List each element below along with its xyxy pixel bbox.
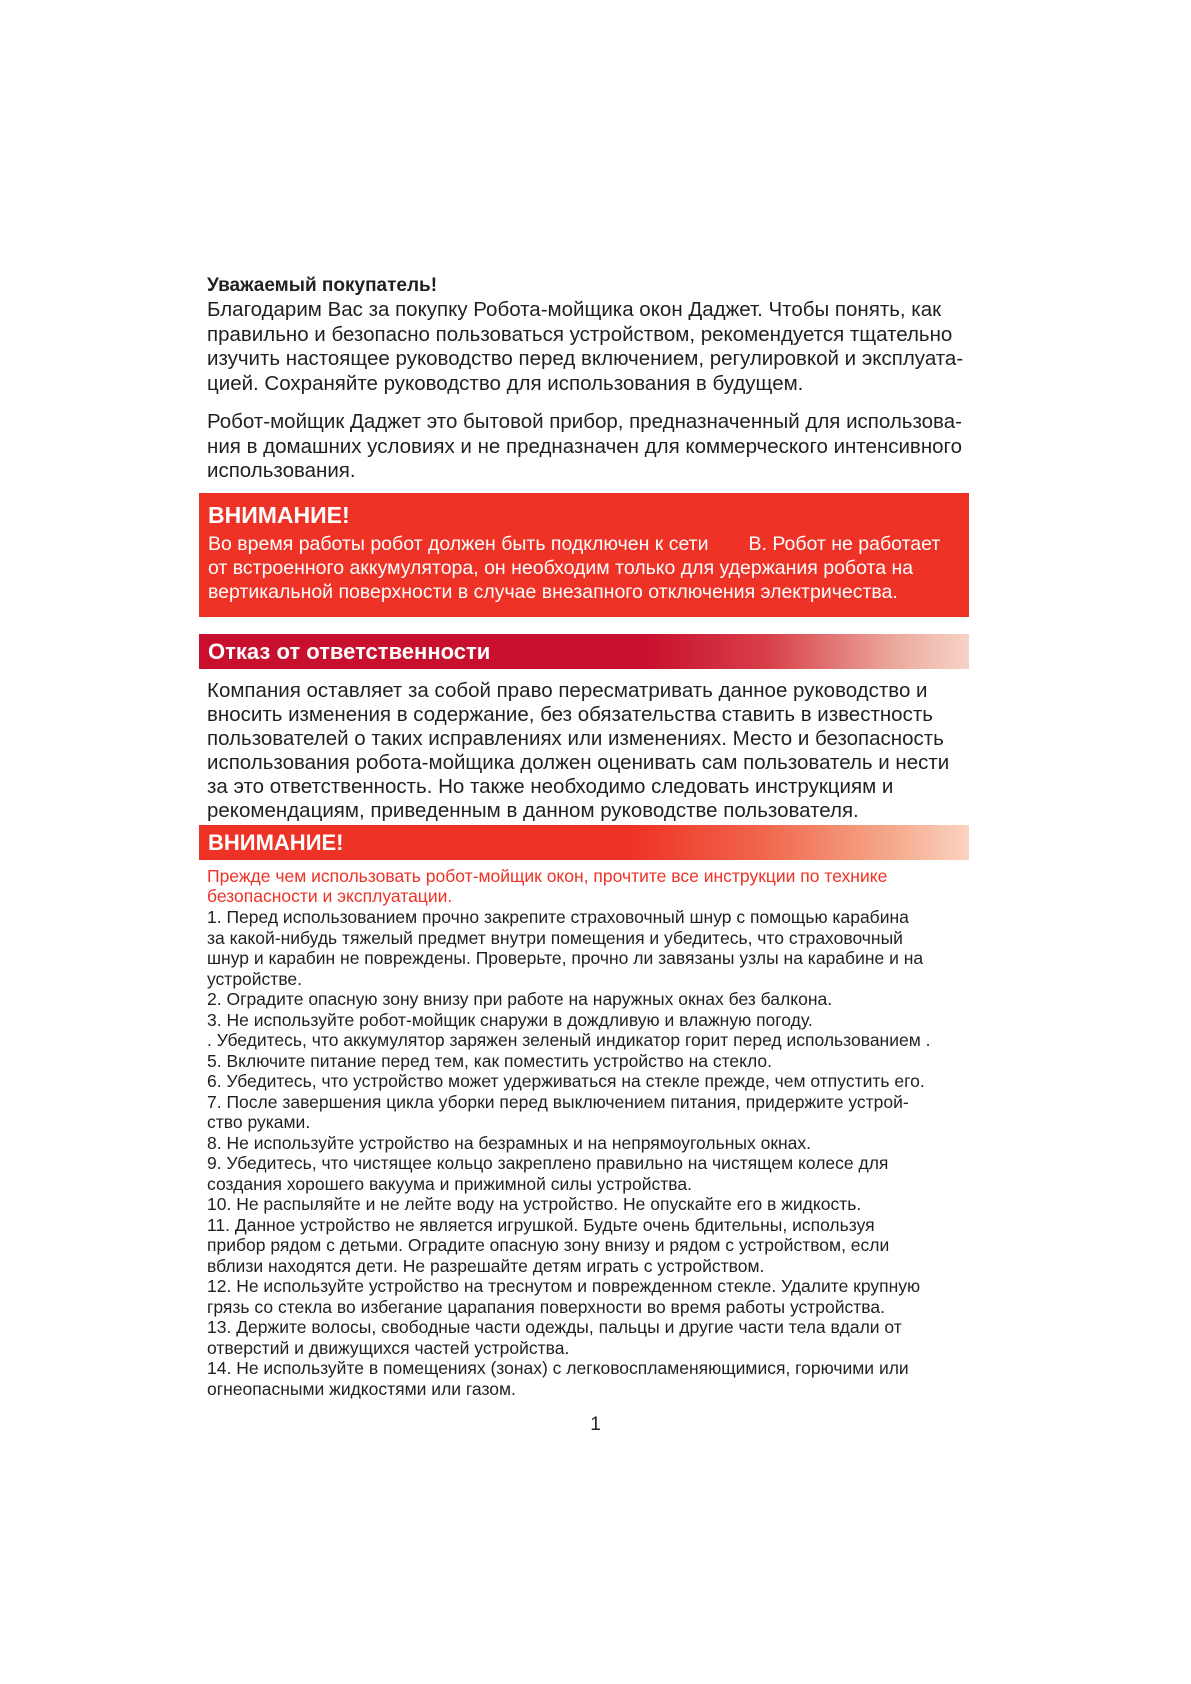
attention-box-text <box>208 532 940 604</box>
rule-line: шнур и карабин не повреждены. Проверьте, прочно ли завязаны узлы на карабине и на <box>207 948 924 968</box>
attention-box-heading: ВНИМАНИЕ! <box>208 502 350 528</box>
disclaimer-heading: Отказ от ответственности <box>208 639 491 664</box>
rule-line: вблизи находятся дети. Не разрешайте детям играть с устройством. <box>207 1255 765 1276</box>
rule-line: 7. После завершения цикла уборки перед выключением питания, придержите устрой- <box>207 1091 909 1112</box>
text-line: пользователей о таких исправлениях или изменениях. Место и безопасность <box>207 727 944 750</box>
rule-line: 11. Данное устройство не является игрушкой. Будьте очень бдительны, используя <box>207 1214 875 1235</box>
rule-line: 3. Не используйте робот-мойщик снаружи в дождливую и влажную погоду. <box>207 1009 813 1030</box>
text-line: Благодарим Вас за покупку Робота-мойщика окон Даджет. Чтобы понять, как <box>207 298 942 321</box>
warnings-header-bar <box>199 825 969 860</box>
text-line: правильно и безопасно пользоваться устройством, рекомендуется тщательно <box>207 322 953 346</box>
rule-line: 5. Включите питание перед тем, как поместить устройство на стекло. <box>207 1050 772 1071</box>
rule-line: грязь со стекла во избегание царапания поверхности во время работы устройства. <box>207 1296 885 1317</box>
attention-box <box>199 493 969 617</box>
rule-line: 13. Держите волосы, свободные части одежды, пальцы и другие части тела вдали от <box>207 1317 902 1337</box>
rule-line: 14. Не используйте в помещениях (зонах) с легковоспламеняющимися, горючими или <box>207 1358 909 1378</box>
warnings-heading: ВНИМАНИЕ! <box>208 830 344 855</box>
safety-rules-list <box>207 907 977 1399</box>
disclaimer-paragraph <box>207 679 977 823</box>
warnings-lead <box>207 866 977 906</box>
attention-line-1b: В. Робот не работает <box>748 533 941 555</box>
rule-line: отверстий и движущихся частей устройства. <box>207 1337 570 1358</box>
text-line: вертикальной поверхности в случае внезапного отключения электричества. <box>208 581 898 603</box>
rule-line: 1. Перед использованием прочно закрепите страховочный шнур с помощью карабина <box>207 907 909 927</box>
disclaimer-header-bar <box>199 634 969 669</box>
text-line: использования робота-мойщика должен оценивать сам пользователь и нести <box>207 751 950 774</box>
rule-line: 6. Убедитесь, что устройство может удерживаться на стекле прежде, чем отпустить его. <box>207 1071 925 1091</box>
text-line <box>208 532 940 556</box>
text-line: от встроенного аккумулятора, он необходим только для удержания робота на <box>208 557 914 579</box>
rule-line: устройстве. <box>207 968 303 989</box>
rule-line: . Убедитесь, что аккумулятор заряжен зеленый индикатор горит перед использованием . <box>207 1030 931 1050</box>
text-line: Компания оставляет за собой право пересматривать данное руководство и <box>207 679 928 702</box>
attention-line-1a: Во время работы робот должен быть подключен к сети <box>208 533 709 555</box>
rule-line: 8. Не используйте устройство на безрамных и на непрямоугольных окнах. <box>207 1132 811 1153</box>
rule-line: 2. Оградите опасную зону внизу при работе на наружных окнах без балкона. <box>207 989 833 1009</box>
rule-line: за какой-нибудь тяжелый предмет внутри помещения и убедитесь, что страховочный <box>207 927 903 948</box>
text-line: использования. <box>207 459 356 482</box>
text-line: за это ответственность. Но также необходимо следовать инструкциям и <box>207 775 894 798</box>
text-line: изучить настоящее руководство перед включением, регулировкой и эксплуата- <box>207 347 964 370</box>
intro-paragraph-2 <box>207 410 977 484</box>
greeting-title: Уважаемый покупатель! <box>207 275 438 296</box>
text-line: цией. Сохраняйте руководство для использования в будущем. <box>207 371 804 395</box>
text-line: Прежде чем использовать робот-мойщик окон, прочтите все инструкции по технике <box>207 866 888 886</box>
page-number: 1 <box>590 1414 601 1435</box>
rule-line: ство руками. <box>207 1112 311 1132</box>
rule-line: огнеопасными жидкостями или газом. <box>207 1378 516 1399</box>
intro-paragraph-1 <box>207 298 977 396</box>
text-line: вносить изменения в содержание, без обязательства ставить в известность <box>207 703 933 726</box>
rule-line: 12. Не используйте устройство на треснутом и поврежденном стекле. Удалите крупную <box>207 1276 921 1296</box>
rule-line: создания хорошего вакуума и прижимной силы устройства. <box>207 1173 692 1194</box>
rule-line: 10. Не распыляйте и не лейте воду на устройство. Не опускайте его в жидкость. <box>207 1194 862 1214</box>
text-line: безопасности и эксплуатации. <box>207 886 453 906</box>
text-line: ния в домашних условиях и не предназначен для коммерческого интенсивного <box>207 434 962 458</box>
rule-line: 9. Убедитесь, что чистящее кольцо закреплено правильно на чистящем колесе для <box>207 1153 889 1173</box>
rule-line: прибор рядом с детьми. Оградите опасную зону внизу и рядом с устройством, если <box>207 1235 890 1255</box>
text-line: рекомендациям, приведенным в данном руководстве пользователя. <box>207 799 859 822</box>
text-line: Робот-мойщик Даджет это бытовой прибор, предназначенный для использова- <box>207 410 962 433</box>
